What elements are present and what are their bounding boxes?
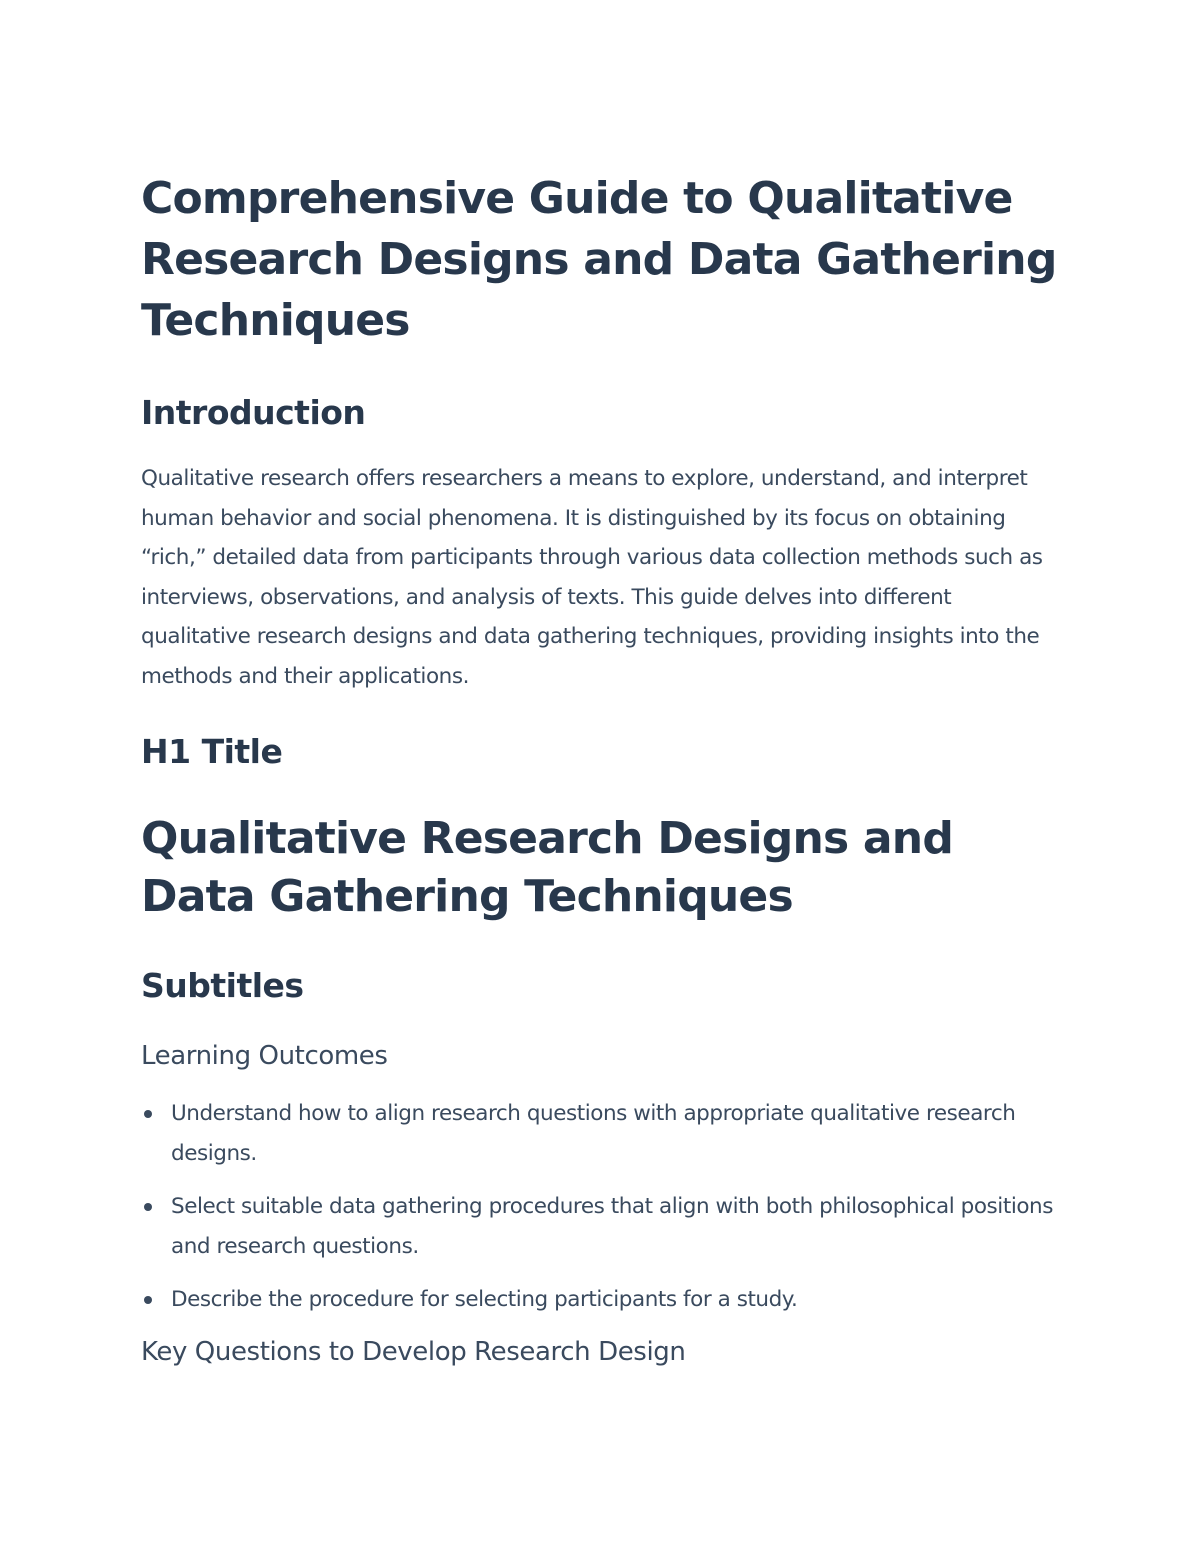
h1-title: Qualitative Research Designs and Data Gathering Techniques (141, 813, 954, 922)
document-page (141, 168, 1061, 1370)
key-questions-heading: Key Questions to Develop Research Design (141, 1336, 686, 1367)
h1-title-label-heading: H1 Title (141, 732, 283, 771)
document-title: Comprehensive Guide to Qualitative Research Designs and Data Gathering Techniques (141, 173, 1057, 346)
introduction-heading: Introduction (141, 393, 366, 432)
list-item-text: Understand how to align research questions with appropriate qualitative research designs. (171, 1101, 1016, 1166)
list-item-text: Select suitable data gathering procedures that align with both philosophical positions and research questions. (171, 1194, 1053, 1259)
learning-outcomes-heading: Learning Outcomes (141, 1041, 388, 1071)
list-item (141, 1094, 1061, 1173)
bullet-icon (144, 1110, 152, 1118)
bullet-icon (144, 1296, 152, 1304)
subtitles-heading: Subtitles (141, 966, 304, 1005)
list-item (141, 1280, 1061, 1320)
bullet-icon (144, 1203, 152, 1211)
learning-outcomes-list (141, 1094, 1061, 1320)
introduction-paragraph: Qualitative research offers researchers a means to explore, understand, and interpret human behavior and social phenomena. It is distinguished by its focus on obtaining “rich,” detailed data from participants through various data collection methods such as interviews, observations, and analysis of texts. This guide delves into different qualitative research designs and data gathering techniques, providing insights into the methods and their applications. (141, 466, 1043, 689)
list-item (141, 1187, 1061, 1266)
list-item-text: Describe the procedure for selecting participants for a study. (171, 1287, 798, 1312)
